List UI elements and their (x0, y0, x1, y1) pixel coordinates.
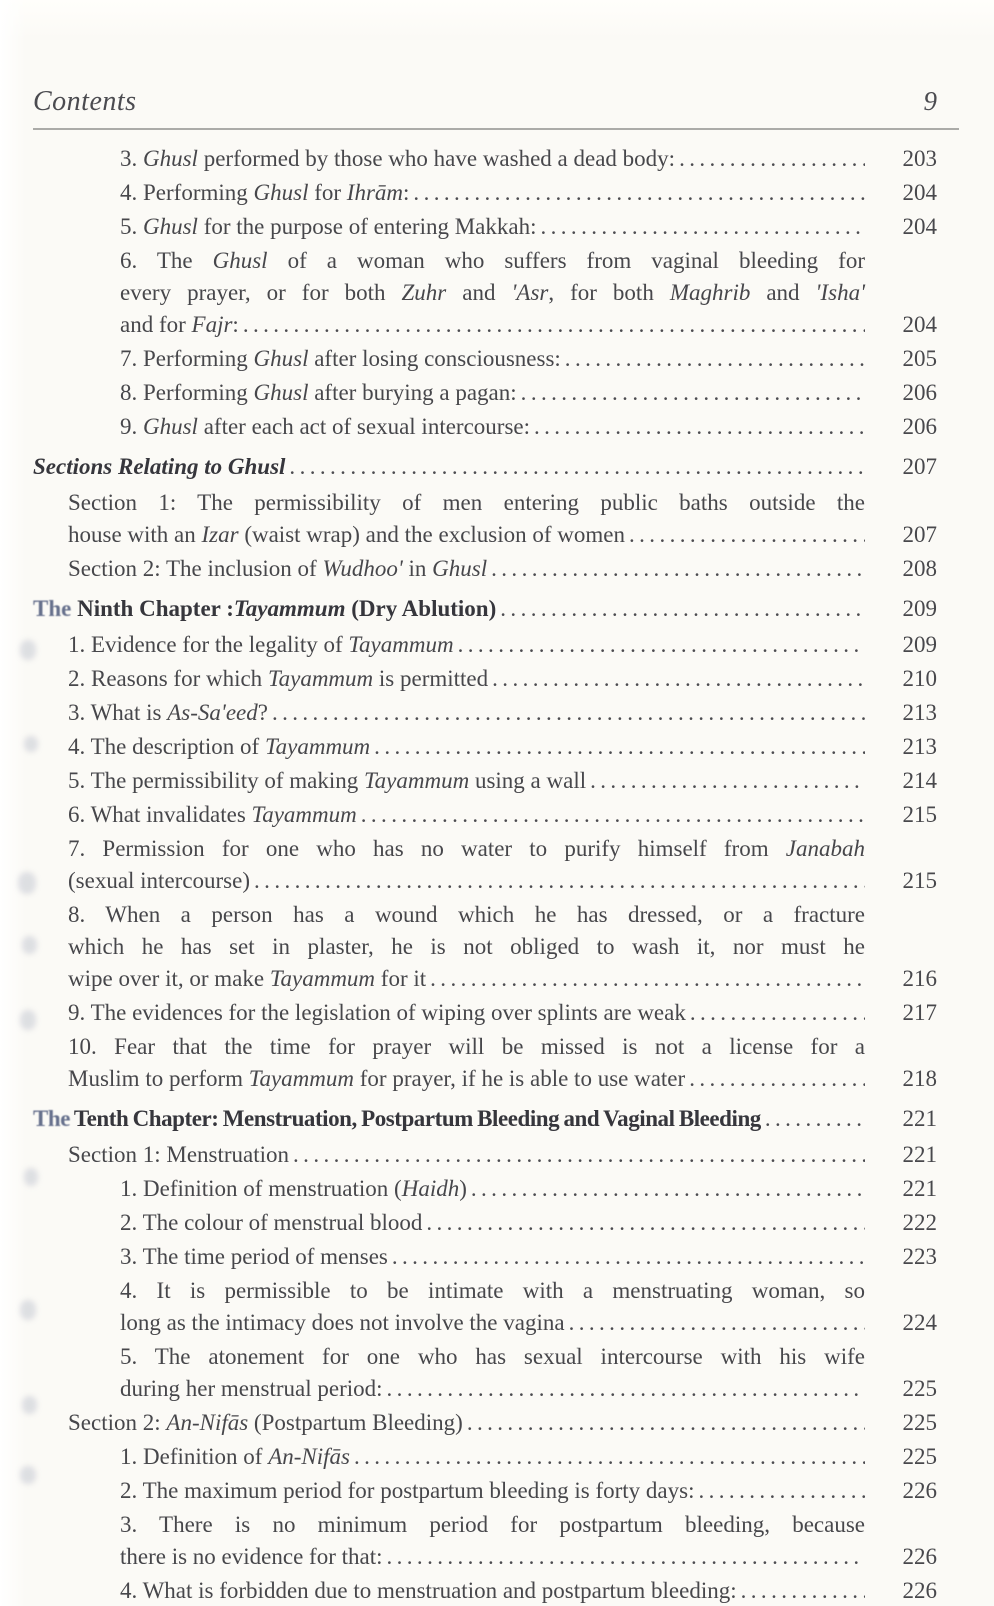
dot-leader (243, 309, 865, 341)
text-segment: (Dry Ablution) (345, 596, 497, 621)
toc-entry-last-line (68, 629, 937, 661)
running-header (33, 86, 937, 118)
toc-entry-text (120, 1575, 737, 1606)
italic-term: Tayammum (264, 734, 371, 759)
toc-entry-last-line (33, 451, 937, 483)
toc-entry-text (120, 411, 530, 443)
toc-entry-text (68, 1407, 463, 1439)
italic-term: Wudhoo' (322, 556, 403, 581)
text-segment: Section 1: Menstruation (68, 1142, 290, 1167)
text-segment: (sexual intercourse) (68, 868, 251, 893)
toc-entry-text (68, 1063, 685, 1095)
toc-entry (33, 553, 937, 585)
toc-page-number: 206 (902, 380, 937, 405)
toc-entry-text (68, 997, 686, 1029)
italic-term: As-Sa'eed (167, 700, 258, 725)
toc-entry-last-line (120, 411, 937, 443)
text-segment: : (403, 180, 410, 205)
text-segment: 10. Fear that the time for prayer will be missed is not a license for a (68, 1034, 865, 1059)
toc-page-number: 221 (902, 1142, 937, 1167)
dot-leader (540, 211, 865, 243)
toc-entry-last-line (120, 1307, 937, 1339)
toc-entry-last-line (68, 799, 937, 831)
italic-term: 'Asr (511, 280, 549, 305)
text-segment: after losing consciousness: (308, 346, 561, 371)
toc-entry (33, 1207, 937, 1239)
text-segment: 4. What is forbidden due to menstruation and postpartum bleeding: (120, 1578, 737, 1603)
toc-entry-text (120, 309, 239, 341)
toc-page-number: 222 (902, 1210, 937, 1235)
toc-entry-text (68, 765, 586, 797)
dot-leader (590, 765, 865, 797)
toc-entry-line (120, 1275, 937, 1307)
toc-entry-last-line (120, 377, 937, 409)
dot-leader (741, 1575, 865, 1606)
dot-leader (272, 697, 865, 729)
toc-entry (33, 1575, 937, 1606)
toc-entry (33, 1241, 937, 1273)
dot-leader (471, 1173, 865, 1205)
text-segment: 2. The colour of menstrual blood (120, 1210, 423, 1235)
text-segment: using a wall (469, 768, 587, 793)
scan-artifact (22, 1396, 37, 1414)
text-segment: of a woman who suffers from vaginal bleeding for (267, 248, 865, 273)
dot-leader (374, 731, 865, 763)
italic-term: Ghusl (143, 414, 198, 439)
toc-entry-last-line (120, 177, 937, 209)
dot-leader (467, 1407, 865, 1439)
text-segment: 6. The (120, 248, 213, 273)
toc-entry-text (120, 177, 409, 209)
text-segment: 7. Permission for one who has no water to purify himself from (68, 836, 786, 861)
italic-term: Ghusl (143, 214, 198, 239)
dot-leader (521, 377, 865, 409)
toc-page-number: 223 (902, 1244, 937, 1269)
text-segment: and (446, 280, 512, 305)
toc-entry-text (33, 593, 496, 625)
toc-entry-last-line (120, 143, 937, 175)
italic-term: Tayammum (267, 666, 374, 691)
dot-leader (500, 593, 865, 625)
text-segment: for the purpose of entering Makkah: (197, 214, 537, 239)
toc-list (33, 143, 937, 1606)
text-segment: 8. When a person has a wound which he has dressed, or a fracture (68, 902, 865, 927)
toc-page-number: 209 (902, 632, 937, 657)
toc-entry-text (120, 211, 536, 243)
scan-artifact (20, 640, 36, 660)
toc-entry-last-line (120, 1173, 937, 1205)
scan-artifact (24, 1168, 38, 1186)
toc-entry (33, 487, 937, 551)
toc-entry-text (68, 963, 426, 995)
italic-term: Tayammum (269, 966, 376, 991)
text-segment: house with an (68, 522, 202, 547)
dot-leader (565, 343, 865, 375)
text-segment: for prayer, if he is able to use water (354, 1066, 686, 1091)
dot-leader (569, 1307, 865, 1339)
italic-term: Ghusl (253, 380, 309, 405)
dot-leader (491, 553, 865, 585)
text-segment: Tenth Chapter: Menstruation, Postpartum Bleeding and Vaginal Bleeding (70, 1106, 761, 1131)
toc-entry-line (120, 245, 937, 277)
toc-entry-line (120, 1341, 937, 1373)
italic-term: Ihrām (346, 180, 404, 205)
toc-page-number: 204 (902, 312, 937, 337)
text-segment: (Postpartum Bleeding) (248, 1410, 463, 1435)
toc-entry-text (68, 799, 357, 831)
toc-entry-last-line (120, 309, 937, 341)
italic-term: Ghusl (143, 146, 198, 171)
text-segment: Muslim to perform (68, 1066, 249, 1091)
dot-leader (386, 1541, 865, 1573)
dot-leader (458, 629, 865, 661)
text-segment: : (232, 312, 239, 337)
dot-leader (293, 1139, 865, 1171)
toc-entry (33, 1341, 937, 1405)
toc-page-number: 213 (902, 734, 937, 759)
toc-page-number: 210 (902, 666, 937, 691)
toc-entry (33, 1103, 937, 1135)
toc-entry (33, 593, 937, 625)
toc-entry (33, 1275, 937, 1339)
toc-entry-text (68, 519, 625, 551)
page-title: Contents (33, 86, 137, 117)
text-segment: The (33, 1106, 70, 1131)
text-segment: there is no evidence for that: (120, 1544, 383, 1569)
italic-term: Janabah (785, 836, 865, 861)
text-segment: long as the intimacy does not involve the vagina (120, 1310, 565, 1335)
toc-entry (33, 731, 937, 763)
toc-entry (33, 411, 937, 443)
text-segment: 4. Performing (120, 180, 254, 205)
text-segment: 9. The evidences for the legislation of wiping over splints are weak (68, 1000, 686, 1025)
toc-entry-last-line (120, 1541, 937, 1573)
text-segment: , for both (548, 280, 670, 305)
toc-entry-text (120, 343, 561, 375)
toc-entry-line (68, 899, 937, 931)
dot-leader (254, 865, 865, 897)
toc-entry-last-line (120, 343, 937, 375)
text-segment: 6. What invalidates (68, 802, 252, 827)
text-segment: Ninth Chapter : (71, 596, 234, 621)
toc-entry-last-line (120, 1441, 937, 1473)
text-segment: 7. Performing (120, 346, 254, 371)
toc-entry-text (120, 1475, 694, 1507)
header-rule (33, 128, 959, 130)
toc-entry-last-line (68, 765, 937, 797)
toc-entry-text (68, 865, 250, 897)
italic-term: Ghusl (253, 346, 309, 371)
toc-entry-last-line (68, 519, 937, 551)
toc-entry-line (120, 1509, 937, 1541)
italic-term: Tayammum (251, 802, 357, 827)
dot-leader (413, 177, 865, 209)
text-segment: which he has set in plaster, he is not obliged to wash it, nor must he (68, 934, 865, 959)
text-segment: 3. The time period of menses (120, 1244, 388, 1269)
toc-entry-last-line (68, 1063, 937, 1095)
text-segment: 1. Evidence for the legality of (68, 632, 349, 657)
toc-entry-last-line (68, 963, 937, 995)
toc-page-number: 226 (902, 1544, 937, 1569)
toc-page-number: 215 (902, 802, 937, 827)
dot-leader (387, 1373, 865, 1405)
text-segment: 1. Definition of (120, 1444, 269, 1469)
text-segment: and for (120, 312, 192, 337)
toc-entry-last-line (68, 697, 937, 729)
toc-entry-line (68, 1031, 937, 1063)
toc-entry (33, 629, 937, 661)
toc-entry (33, 451, 937, 483)
toc-entry (33, 1173, 937, 1205)
toc-entry-last-line (33, 1103, 937, 1135)
italic-term: Tayammum (348, 632, 454, 657)
toc-entry-text (120, 1241, 388, 1273)
toc-entry (33, 1441, 937, 1473)
text-segment: (waist wrap) and the exclusion of women (238, 522, 625, 547)
scan-artifact (18, 872, 36, 894)
toc-page-number: 226 (902, 1478, 937, 1503)
italic-term: Ghusl (253, 180, 309, 205)
toc-page-number: 204 (902, 180, 937, 205)
dot-leader (426, 1207, 865, 1239)
italic-term: Ghusl (212, 248, 268, 273)
toc-entry-line (120, 277, 937, 309)
text-segment: Section 2: (68, 1410, 167, 1435)
toc-page-number: 206 (902, 414, 937, 439)
text-segment: and (750, 280, 816, 305)
toc-page-number: 218 (902, 1066, 937, 1091)
toc-entry-last-line (68, 663, 937, 695)
toc-page-number: 207 (902, 454, 937, 479)
toc-entry-text (33, 451, 285, 483)
toc-entry-text (68, 731, 370, 763)
text-segment: The (33, 596, 72, 621)
text-segment: 4. It is permissible to be intimate with a menstruating woman, so (120, 1278, 865, 1303)
toc-page-number: 225 (902, 1444, 937, 1469)
dot-leader (679, 143, 865, 175)
text-segment: 5. The permissibility of making (68, 768, 364, 793)
text-segment: ? (257, 700, 268, 725)
toc-entry-last-line (68, 553, 937, 585)
text-segment: 9. (120, 414, 143, 439)
toc-entry-line (68, 487, 937, 519)
dot-leader (361, 799, 865, 831)
text-segment: 3. There is no minimum period for postpartum bleeding, because (120, 1512, 865, 1537)
text-segment: 3. What is (68, 700, 168, 725)
toc-entry-text (120, 1441, 350, 1473)
text-segment: performed by those who have washed a dead body: (197, 146, 676, 171)
toc-entry (33, 343, 937, 375)
scan-artifact (20, 1010, 36, 1030)
text-segment: Sections Relating to Ghusl (33, 454, 286, 479)
toc-entry-last-line (120, 1207, 937, 1239)
toc-entry-text (120, 1373, 383, 1405)
toc-entry (33, 765, 937, 797)
italic-term: Fajr (191, 312, 233, 337)
toc-entry (33, 697, 937, 729)
italic-term: Izar (201, 522, 239, 547)
text-segment: 4. The description of (68, 734, 265, 759)
toc-page-number: 203 (902, 146, 937, 171)
toc-page-number: 226 (902, 1578, 937, 1603)
dot-leader (689, 1063, 865, 1095)
text-segment: in (402, 556, 433, 581)
toc-entry-text (120, 1541, 382, 1573)
italic-term: Ghusl (432, 556, 488, 581)
dot-leader (354, 1441, 865, 1473)
toc-entry (33, 211, 937, 243)
text-segment: during her menstrual period: (120, 1376, 383, 1401)
toc-entry-text (120, 1173, 467, 1205)
dot-leader (289, 451, 865, 483)
toc-entry-last-line (68, 865, 937, 897)
italic-term: Tayammum (364, 768, 470, 793)
toc-page-number: 216 (902, 966, 937, 991)
toc-entry-last-line (120, 1575, 937, 1606)
toc-entry (33, 245, 937, 341)
toc-entry-line (68, 931, 937, 963)
text-segment: ) (459, 1176, 467, 1201)
text-segment: is permitted (373, 666, 489, 691)
toc-entry-text (68, 663, 488, 695)
italic-term: 'Isha' (815, 280, 865, 305)
dot-leader (690, 997, 865, 1029)
toc-entry-last-line (120, 211, 937, 243)
toc-page-number: 225 (902, 1376, 937, 1401)
dot-leader (430, 963, 865, 995)
text-segment: 8. Performing (120, 380, 254, 405)
toc-entry-line (68, 833, 937, 865)
italic-term: Haidh (401, 1176, 460, 1201)
italic-term: An-Nifās (268, 1444, 350, 1469)
text-segment: after each act of sexual intercourse: (197, 414, 530, 439)
toc-entry-last-line (120, 1241, 937, 1273)
toc-page-number: 213 (902, 700, 937, 725)
scan-artifact (22, 936, 37, 954)
text-segment: Section 2: The inclusion of (68, 556, 323, 581)
toc-entry (33, 997, 937, 1029)
dot-leader (765, 1103, 865, 1135)
toc-entry-last-line (68, 731, 937, 763)
toc-entry-text (68, 629, 454, 661)
text-segment: 5. The atonement for one who has sexual intercourse with his wife (120, 1344, 865, 1369)
toc-page-number: 217 (902, 1000, 937, 1025)
toc-page-number: 224 (902, 1310, 937, 1335)
toc-page-number: 209 (902, 596, 937, 621)
text-segment: wipe over it, or make (68, 966, 270, 991)
toc-entry (33, 799, 937, 831)
italic-term: Maghrib (669, 280, 751, 305)
italic-term: Tayammum (248, 1066, 355, 1091)
toc-page-number: 214 (902, 768, 937, 793)
italic-term: Zuhr (401, 280, 447, 305)
italic-term: An-Nifās (166, 1410, 249, 1435)
toc-page-number: 204 (902, 214, 937, 239)
toc-entry-text (120, 1307, 565, 1339)
toc-entry (33, 1031, 937, 1095)
text-segment: 2. Reasons for which (68, 666, 268, 691)
toc-page-number: 207 (902, 522, 937, 547)
dot-leader (698, 1475, 865, 1507)
toc-entry (33, 177, 937, 209)
text-segment: for it (375, 966, 427, 991)
text-segment: after burying a pagan: (308, 380, 517, 405)
toc-entry-text (33, 1103, 761, 1135)
toc-entry-last-line (120, 1373, 937, 1405)
toc-entry (33, 1139, 937, 1171)
toc-entry-text (68, 1139, 289, 1171)
toc-entry-last-line (33, 593, 937, 625)
toc-entry (33, 1509, 937, 1573)
toc-entry (33, 833, 937, 897)
toc-page-number: 225 (902, 1410, 937, 1435)
text-segment: every prayer, or for both (120, 280, 402, 305)
text-segment: Section 1: The permissibility of men entering public baths outside the (68, 490, 865, 515)
dot-leader (492, 663, 865, 695)
text-segment: 3. (120, 146, 143, 171)
italic-term: Tayammum (233, 596, 346, 621)
text-segment: 2. The maximum period for postpartum bleeding is forty days: (120, 1478, 695, 1503)
toc-entry-last-line (120, 1475, 937, 1507)
toc-entry-text (120, 1207, 422, 1239)
toc-entry-last-line (68, 1139, 937, 1171)
toc-entry-text (68, 553, 487, 585)
toc-page-number: 221 (902, 1106, 937, 1131)
toc-page-number: 221 (902, 1176, 937, 1201)
toc-entry-last-line (68, 997, 937, 1029)
text-segment: 1. Definition of menstruation ( (120, 1176, 402, 1201)
toc-page-number: 215 (902, 868, 937, 893)
toc-entry-last-line (68, 1407, 937, 1439)
toc-entry (33, 143, 937, 175)
scan-artifact (20, 1466, 36, 1484)
toc-entry (33, 1407, 937, 1439)
toc-page-number: 208 (902, 556, 937, 581)
toc-entry-text (120, 377, 517, 409)
scan-artifact (24, 736, 38, 752)
text-segment: for (308, 180, 347, 205)
dot-leader (392, 1241, 865, 1273)
toc-entry-text (120, 143, 675, 175)
text-segment: 5. (120, 214, 143, 239)
toc-entry (33, 663, 937, 695)
header-page-number: 9 (923, 86, 937, 116)
toc-page-number: 205 (902, 346, 937, 371)
toc-entry-text (68, 697, 268, 729)
dot-leader (629, 519, 865, 551)
toc-entry (33, 377, 937, 409)
dot-leader (534, 411, 865, 443)
toc-entry (33, 899, 937, 995)
toc-entry (33, 1475, 937, 1507)
scan-artifact (20, 1300, 36, 1320)
